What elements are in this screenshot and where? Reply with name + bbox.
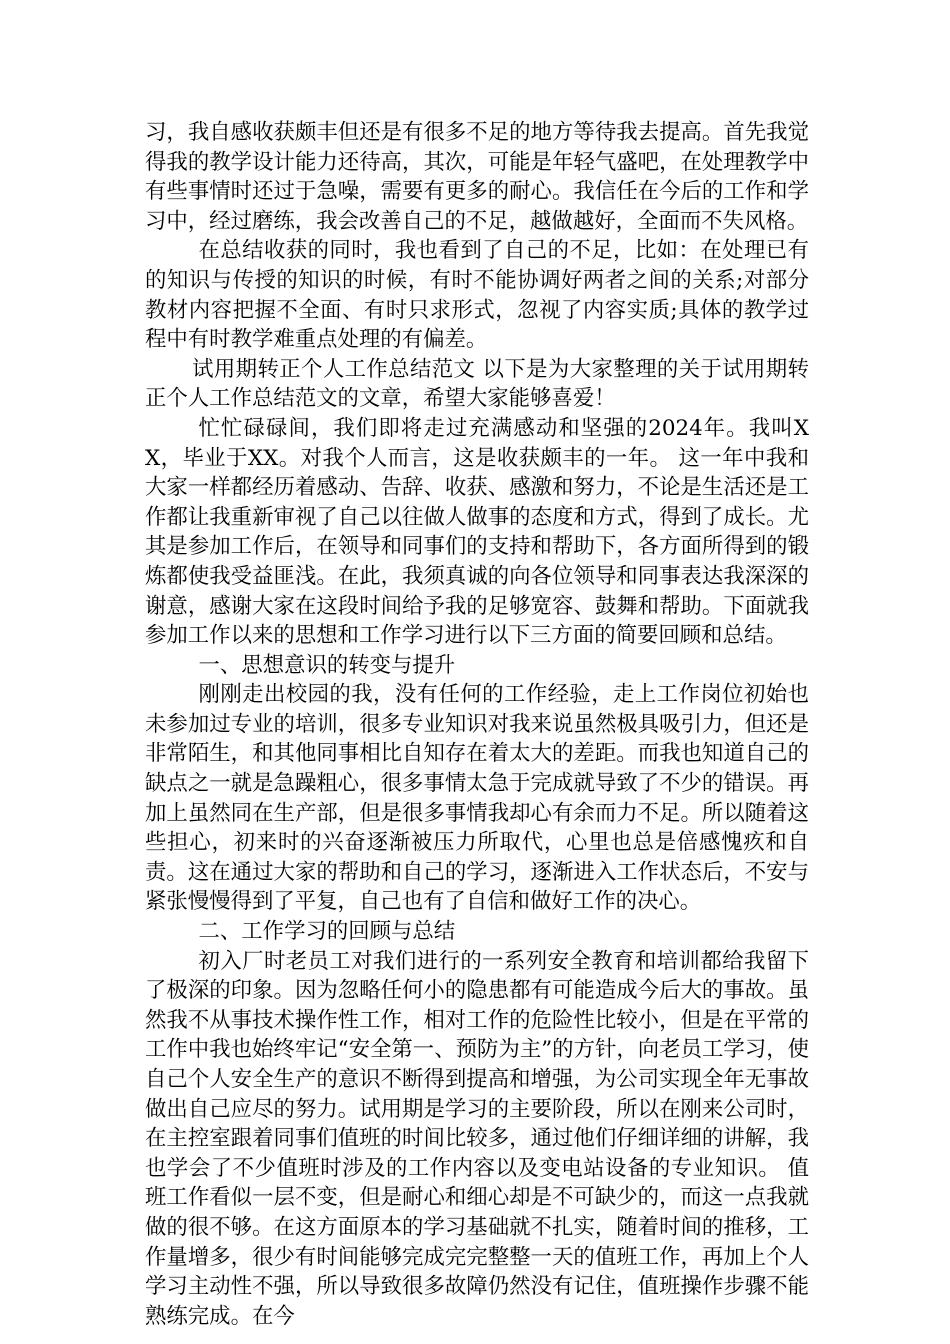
section-heading-1: 一、思想意识的转变与提升 — [198, 652, 456, 678]
paragraph-5: 刚刚走出校园的我，没有任何的工作经验，走上工作岗位初始也未参加过专业的培训，很多专业知识对我来说虽然极具吸引力，但还是非常陌生，和其他同事相比自知存在着太大的差距。而我也知道自己的缺点之一就是急躁粗心，很多事情太急于完成就导致了不少的错误。再加上虽然同在生产部，但是很多事情我却心有余而力不足。所以随着这些担心，初来时的兴奋逐渐被压力所取代，心里也总是倍感愧疚和自责。这在通过大家的帮助和自己的学习，逐渐进入工作状态后，不安与紧张慢慢得到了平复，自己也有了自信和做好工作的决心。 — [145, 682, 809, 915]
paragraph-6: 初入厂时老员工对我们进行的一系列安全教育和培训都给我留下了极深的印象。因为忽略任何小的隐患都有可能造成今后大的事故。虽然我不从事技术操作性工作，相对工作的危险性比较小，但是在平常的工作中我也始终牢记“安全第一、预防为主”的方针，向老员工学习，使自己个人安全生产的意识不断得到提高和增强，为公司实现全年无事故做出自己应尽的努力。试用期是学习的主要阶段，所以在刚来公司时，在主控室跟着同事们值班的时间比较多，通过他们仔细详细的讲解，我也学会了不少值班时涉及的工作内容以及变电站设备的专业知识。 值班工作看似一层不变，但是耐心和细心却是不可缺少的，而这一点我就做的很不够。在这方面原本的学习基础就不扎实，随着时间的推移，工作量增多，很少有时间能够完成完完整整一天的值班工作，再加上个人学习主动性不强，所以导致很多故障仍然没有记住，值班操作步骤不能熟练完成。在今 — [145, 948, 809, 1329]
paragraph-2: 在总结收获的同时，我也看到了自己的不足，比如：在处理已有的知识与传授的知识的时候，有时不能协调好两者之间的关系;对部分教材内容把握不全面、有时只求形式，忽视了内容实质;具体的教学过程中有时教学难重点处理的有偏差。 — [145, 238, 809, 353]
document-body — [145, 118, 809, 1331]
paragraph-4: 忙忙碌碌间，我们即将走过充满感动和坚强的2024年。我叫XX，毕业于XX。对我个人而言，这是收获颇丰的一年。 这一年中我和大家一样都经历着感动、告辞、收获、感激和努力，不论是生活还是工作都让我重新审视了自己以往做人做事的态度和方式，得到了成长。尤其是参加工作后，在领导和同事们的支持和帮助下，各方面所得到的锻炼都使我受益匪浅。在此，我须真诚的向各位领导和同事表达我深深的谢意，感谢大家在这段时间给予我的足够宽容、鼓舞和帮助。下面就我参加工作以来的思想和工作学习进行以下三方面的简要回顾和总结。 — [145, 415, 809, 649]
paragraph-3: 试用期转正个人工作总结范文 以下是为大家整理的关于试用期转正个人工作总结范文的文章，希望大家能够喜爱！ — [145, 356, 809, 412]
paragraph-1: 习，我自感收获颇丰但还是有很多不足的地方等待我去提高。首先我觉得我的教学设计能力还待高，其次，可能是年轻气盛吧，在处理教学中有些事情时还过于急噪，需要有更多的耐心。我信任在今后的工作和学习中，经过磨练，我会改善自己的不足，越做越好，全面而不失风格。 — [145, 120, 809, 234]
section-heading-2: 二、工作学习的回顾与总结 — [198, 919, 456, 945]
